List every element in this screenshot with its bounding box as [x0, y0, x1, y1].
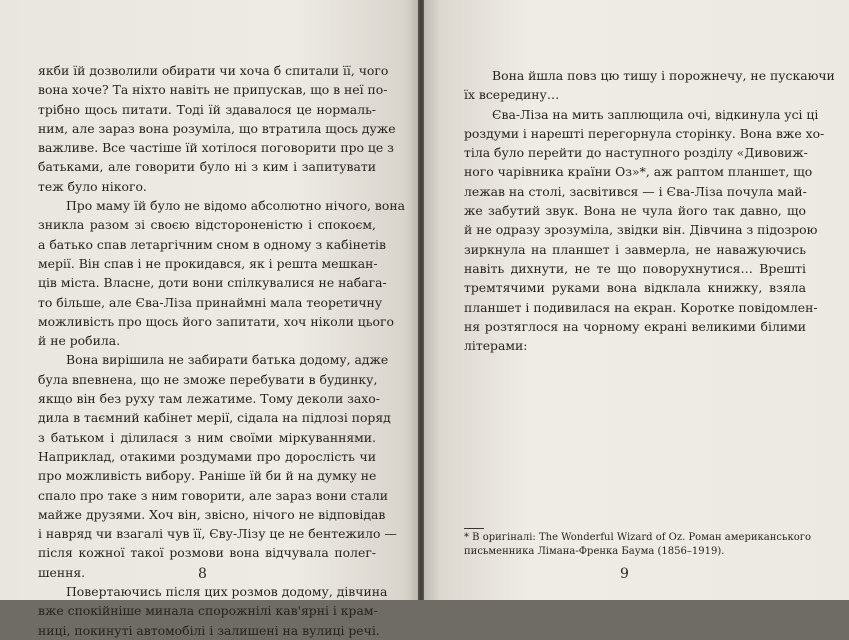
text-line: батьками, але говорити було ні з ким і запитувати — [38, 159, 376, 175]
text-line: ним, але зараз вона розуміла, що втратила щось дуже — [38, 120, 396, 136]
text-line: Повертаючись після цих розмов додому, дівчина — [66, 584, 388, 600]
text-line: про можливість вибору. Раніше їй би й на думку не — [38, 468, 377, 484]
text-line: майже друзями. Хоч він, звісно, нічого не відповідав — [38, 506, 386, 522]
text-line: вона хоче? Та ніхто навіть не припускав, що в неї по- — [38, 82, 388, 98]
text-line: й не одразу зрозуміла, звідки він. Дівчина з підозрою — [464, 222, 818, 238]
text-line: мерії. Він спав і не прокидався, як і решта мешкан- — [38, 255, 378, 271]
text-line: після кожної такої розмови вона відчувала полег- — [38, 545, 376, 561]
text-line: Про маму їй було не відомо абсолютно нічого, вона — [66, 198, 406, 214]
text-line: вже спокійніше минала спорожнілі кав'ярні і крам- — [38, 603, 378, 619]
page-number-left: 8 — [198, 566, 207, 582]
text-line: роздуми і нарешті перегорнула сторінку. Вона вже хо- — [464, 125, 825, 141]
page-number-right: 9 — [620, 566, 629, 582]
text-line: а батько спав летаргічним сном в одному з кабінетів — [38, 236, 386, 252]
text-line: можливість про щось його запитати, хоч ніколи цього — [38, 313, 394, 329]
text-line: ного чарівника країни Оз»*, аж раптом планшет, що — [464, 164, 813, 180]
footnote-rule — [464, 528, 484, 529]
text-line: теж було нікого. — [38, 178, 147, 194]
text-line: планшет і подивилася на екран. Коротке повідомлен- — [464, 299, 818, 315]
text-line: лежав на столі, засвітився — і Єва-Ліза почула май- — [464, 183, 807, 199]
text-line: Вона йшла повз цю тишу і порожнечу, не пускаючи — [492, 68, 835, 83]
text-line: дила в таємний кабінет мерії, сідала на підлозі поряд — [38, 410, 391, 426]
text-line: Єва-Ліза на мить заплющила очі, відкинула усі ці — [492, 106, 819, 122]
text-line: же забутий звук. Вона не чула його так давно, що — [464, 203, 806, 219]
text-line: трібно щось питати. Тоді їй здавалося це нормаль- — [38, 101, 376, 117]
text-line: навіть дихнути, не те що поворухнутися… Врешті — [464, 260, 806, 276]
text-line: Вона вирішила не забирати батька додому, адже — [66, 352, 389, 368]
text-line: літерами: — [464, 338, 528, 354]
text-line: Наприклад, отакими роздумами про дорослість чи — [38, 448, 376, 464]
right-page — [424, 0, 849, 600]
text-line: ниці, покинуті автомобілі і залишені на вулиці речі. — [38, 622, 380, 638]
footnote-line: * В оригіналі: The Wonderful Wizard of Oz. Роман американського — [464, 532, 811, 543]
text-line: тіла було перейти до наступного розділу «Дивовиж- — [464, 145, 808, 161]
text-line: й не робила. — [38, 333, 121, 349]
text-line: зникла разом зі своєю відстороненістю і спокоєм, — [38, 217, 376, 233]
text-line: якщо він без руху там лежатиме. Тому деколи захо- — [38, 391, 380, 407]
left-page-text — [38, 61, 406, 640]
footnote-line: письменника Лімана-Френка Баума (1856–1919). — [464, 545, 725, 557]
text-line: з батьком і ділилася з ним своїми міркуваннями. — [38, 429, 376, 445]
text-line: була впевнена, що не зможе перебувати в будинку, — [38, 371, 378, 387]
footnote — [464, 531, 809, 558]
text-line: спало про таке з ним говорити, але зараз вони стали — [38, 487, 388, 503]
text-line: якби їй дозволили обирати чи хоча б спитали її, чого — [38, 63, 389, 78]
text-line: тремтячими руками вона відклала книжку, взяла — [464, 280, 806, 296]
text-line: і навряд чи взагалі чув її, Єву-Лізу це не бентежило — — [38, 526, 397, 542]
left-page — [0, 0, 418, 638]
right-page-text — [464, 66, 835, 355]
text-line: їх всередину… — [464, 87, 560, 103]
text-line: то більше, але Єва-Ліза принаймні мала теоретичну — [38, 294, 383, 310]
text-line: ня розтяглося на чорному екрані великими білими — [464, 318, 806, 334]
text-line: зиркнула на планшет і завмерла, не наважуючись — [464, 241, 806, 257]
text-line: шення. — [38, 564, 86, 580]
text-line: важливе. Все частіше їй хотілося поговорити про це з — [38, 140, 394, 156]
text-line: ців міста. Власне, доти вони спілкувалися не набага- — [38, 275, 387, 291]
